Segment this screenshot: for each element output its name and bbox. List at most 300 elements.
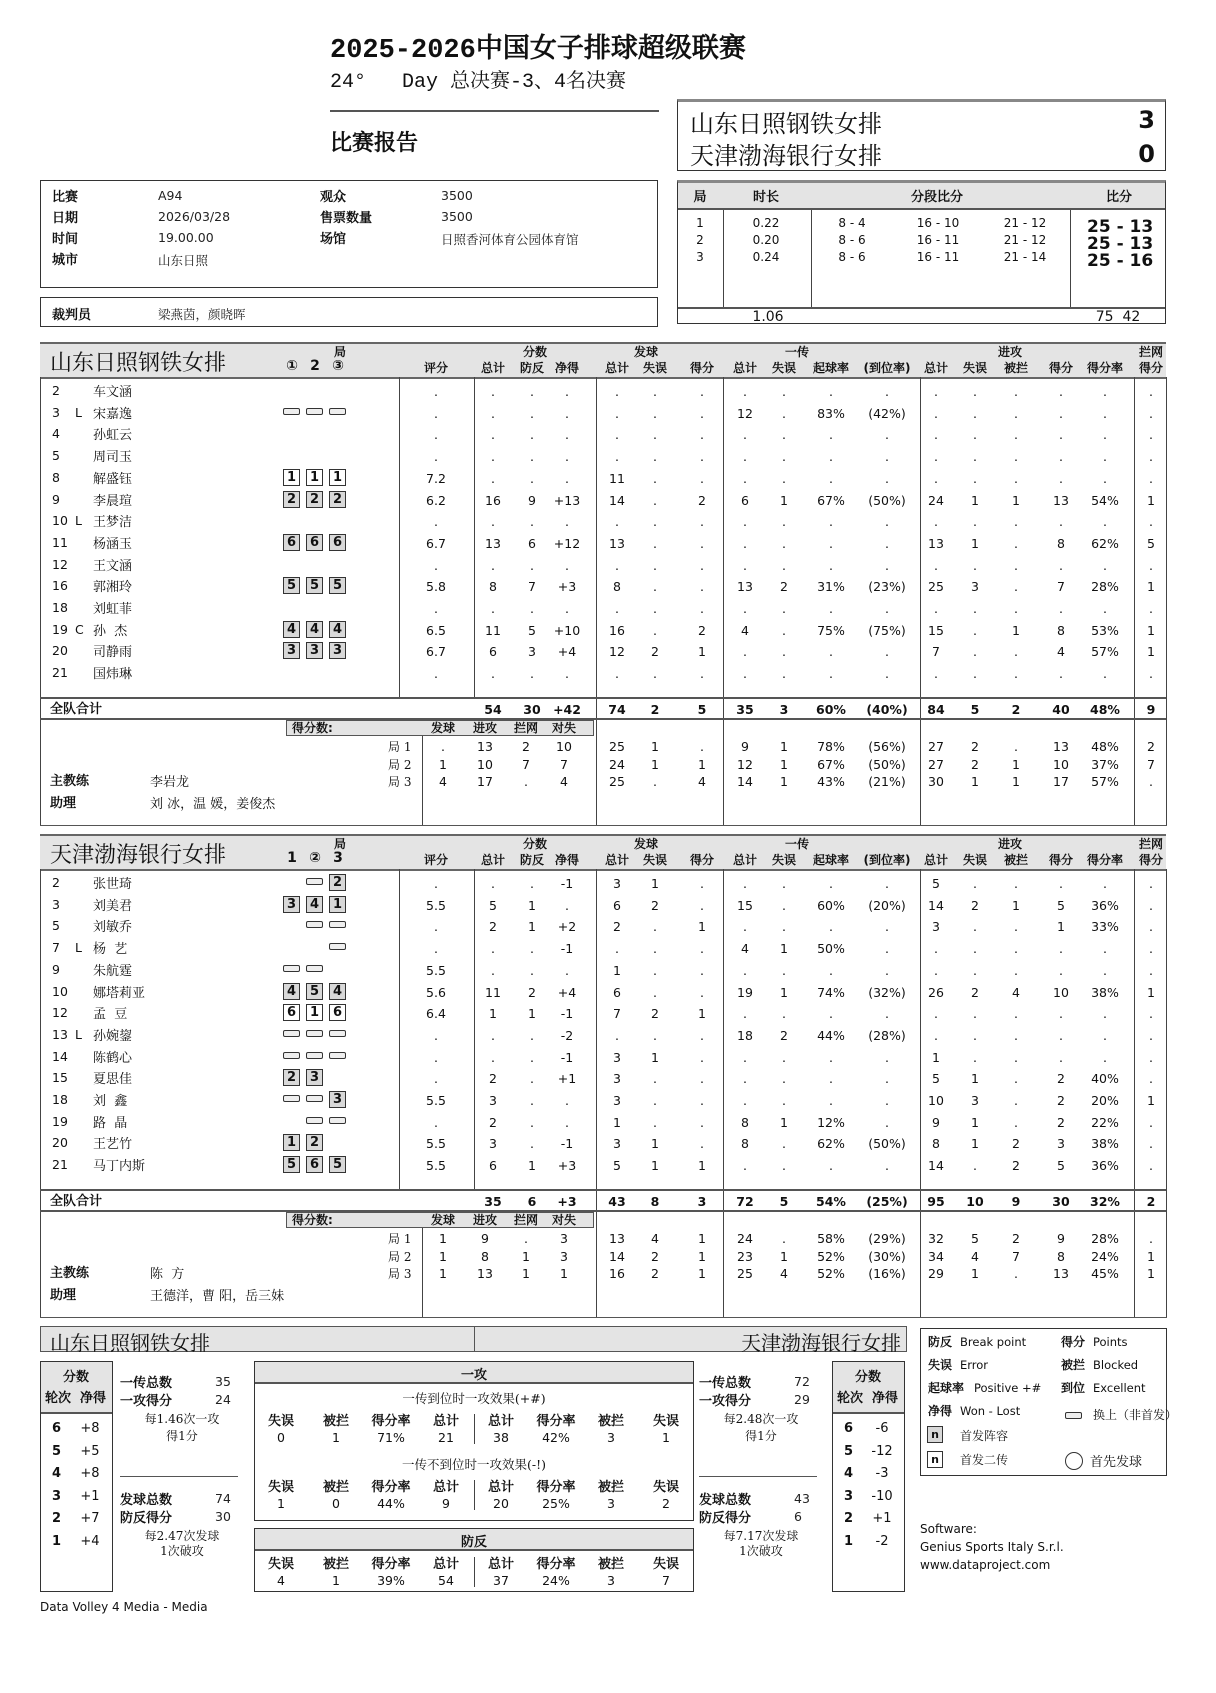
- stat-cell: .: [1059, 601, 1063, 616]
- stat-cell: 53%: [1091, 622, 1119, 638]
- stat-cell: (20%): [868, 897, 906, 913]
- stat-cell: .: [885, 941, 889, 957]
- set-stat-cell: 1: [1012, 774, 1020, 789]
- stat-cell: (75%): [868, 622, 906, 638]
- stat-cell: 15: [928, 622, 944, 638]
- stat-cell: .: [434, 601, 438, 616]
- summary-value: 71%: [377, 1430, 405, 1445]
- player-row: [0, 872, 1216, 893]
- set-stat-cell: 1: [651, 739, 659, 754]
- stat-cell: 19: [737, 984, 753, 1000]
- stat-cell: 13: [609, 535, 625, 551]
- stat-cell: 2: [1057, 1093, 1065, 1108]
- total-duration: 1.06: [752, 309, 784, 325]
- stat-cell: .: [530, 427, 534, 443]
- set-stat-cell: 29: [928, 1266, 944, 1281]
- stat-cell: .: [1059, 1049, 1063, 1065]
- stat-cell: .: [653, 427, 657, 443]
- stat-cell: .: [530, 962, 534, 978]
- substitute-icon: [306, 1052, 323, 1059]
- stat-cell: 11: [485, 622, 501, 638]
- stat-cell: .: [829, 1158, 833, 1174]
- stat-cell: .: [700, 579, 704, 595]
- set-final-score: 25 - 16: [1087, 251, 1154, 271]
- set-stat-cell: 1: [780, 739, 788, 754]
- stat-column-header: 被拦: [1003, 361, 1028, 375]
- stat-column-header: 失误: [771, 853, 796, 867]
- legend-value: Blocked: [1093, 1358, 1139, 1372]
- summary-column-header: 被拦: [597, 1414, 624, 1429]
- info-value: 3500: [441, 209, 473, 224]
- stat-cell: 9: [528, 492, 536, 508]
- stat-cell: .: [1149, 470, 1153, 486]
- stat-cell: .: [885, 1158, 889, 1174]
- summary-column-header: 被拦: [597, 1480, 624, 1495]
- stat-group-header: 发球: [633, 837, 658, 851]
- summary-column-header: 失误: [267, 1480, 294, 1495]
- starter-position-box: 5: [283, 577, 300, 594]
- stat-note: 1次破攻: [160, 1544, 204, 1558]
- rotation-header: 分数: [854, 1370, 881, 1385]
- summary-value: 3: [607, 1430, 615, 1445]
- set-stat-cell: 1: [698, 1266, 706, 1281]
- stat-cell: .: [1103, 601, 1107, 616]
- table-bottom-border: [40, 825, 1167, 826]
- stat-group-header: 一传: [784, 345, 809, 359]
- stat-cell: .: [491, 384, 495, 399]
- rotation-col: 净得: [80, 1391, 107, 1406]
- software-label: Software:: [920, 1522, 977, 1536]
- player-number: 13: [52, 1026, 68, 1042]
- stat-cell: 5.8: [426, 579, 446, 595]
- stat-cell: .: [934, 470, 938, 486]
- stat-cell: .: [973, 601, 977, 616]
- stat-cell: 12: [737, 405, 753, 421]
- stat-cell: .: [743, 919, 747, 935]
- substitute-icon: [329, 1052, 346, 1059]
- set-dur: 0.20: [752, 233, 780, 247]
- set-stat-cell: 78%: [817, 739, 845, 754]
- stat-cell: .: [491, 1049, 495, 1065]
- player-row: [0, 423, 1216, 444]
- stat-cell: .: [530, 405, 534, 421]
- set-points-cell: 1: [560, 1266, 568, 1281]
- stat-cell: .: [434, 384, 438, 399]
- set-stat-cell: 24: [737, 1231, 753, 1246]
- stat-cell: 14: [609, 492, 625, 508]
- player-row: [0, 981, 1216, 1002]
- set-stat-cell: 2: [1012, 1231, 1020, 1246]
- away-team-name: 天津渤海银行女排: [690, 142, 882, 170]
- stat-cell: .: [653, 1114, 657, 1130]
- summary-column-header: 得分率: [371, 1557, 411, 1572]
- stat-cell: .: [700, 897, 704, 913]
- stat-label: 一传总数: [699, 1376, 752, 1391]
- player-row: [0, 894, 1216, 915]
- stat-column-header: 总计: [604, 853, 629, 867]
- summary-column-header: 总计: [487, 1557, 514, 1572]
- stat-cell: 2: [780, 1027, 788, 1043]
- software-credit: [920, 1520, 1064, 1574]
- stat-value: 29: [794, 1392, 810, 1407]
- set-points-cell: 1: [439, 1266, 447, 1281]
- player-role: L: [75, 513, 82, 529]
- stat-note: 每2.47次发球: [144, 1529, 220, 1543]
- info-label: 时间: [52, 232, 79, 247]
- starter-position-box: 5: [329, 1156, 346, 1173]
- player-name: 杨涵玉: [93, 536, 133, 552]
- stat-column-header: 得分: [1048, 853, 1073, 867]
- team-total-cell: 84: [927, 702, 945, 717]
- starter-position-box: 6: [306, 534, 323, 551]
- stat-cell: .: [1103, 1027, 1107, 1043]
- stat-cell: 2: [1057, 1114, 1065, 1130]
- summary-value: 0: [277, 1430, 285, 1445]
- player-number: 11: [52, 534, 68, 550]
- stat-cell: .: [653, 919, 657, 935]
- stat-cell: 1: [698, 644, 706, 660]
- player-row: [0, 1132, 1216, 1153]
- table-bottom-border: [40, 1317, 1167, 1318]
- home-sets-won: 3: [1138, 106, 1155, 134]
- summary-column-header: 失误: [267, 1557, 294, 1572]
- player-number: 12: [52, 1005, 68, 1021]
- starter-position-box: 2: [306, 491, 323, 508]
- stat-cell: .: [829, 601, 833, 616]
- team-divider: [474, 1557, 475, 1587]
- stat-cell: .: [491, 876, 495, 891]
- away-sets-won: 0: [1138, 140, 1155, 168]
- set-stat-cell: 1: [971, 1266, 979, 1281]
- report-title: 比赛报告: [330, 131, 419, 156]
- stat-cell: 3: [489, 1093, 497, 1108]
- team-total-cell: 48%: [1090, 702, 1120, 717]
- info-label: 城市: [52, 253, 79, 268]
- stat-cell: .: [491, 427, 495, 443]
- stat-value: 6: [794, 1509, 802, 1524]
- player-name: 夏思佳: [93, 1072, 133, 1088]
- stat-value: 72: [794, 1374, 810, 1389]
- summary-value: 0: [332, 1496, 340, 1511]
- stat-cell: .: [885, 1006, 889, 1022]
- team-divider: [474, 1414, 475, 1444]
- player-number: 12: [52, 556, 68, 572]
- stat-column-header: 得分: [1138, 853, 1163, 867]
- stat-cell: 5: [1147, 535, 1155, 551]
- set-stat-cell: 9: [1057, 1231, 1065, 1246]
- stat-cell: .: [782, 962, 786, 978]
- legend-key: 净得: [928, 1404, 953, 1418]
- stat-group-header: 进攻: [997, 345, 1022, 359]
- stat-cell: .: [1059, 514, 1063, 530]
- info-value: A94: [158, 188, 183, 203]
- stat-cell: 3: [613, 1136, 621, 1152]
- rotation-net: +7: [80, 1511, 100, 1526]
- stat-cell: 6: [489, 1158, 497, 1174]
- team-divider: [474, 1480, 475, 1510]
- points-column-header: 进攻: [472, 721, 497, 735]
- stat-cell: .: [1059, 962, 1063, 978]
- stat-value: 24: [215, 1392, 231, 1407]
- stat-column-header: 失误: [962, 853, 987, 867]
- set-p1: 8 - 6: [838, 233, 866, 247]
- summary-value: 25%: [542, 1496, 570, 1511]
- competition-title: 2025-2026中国女子排球超级联赛: [330, 36, 746, 66]
- stat-cell: .: [1059, 941, 1063, 957]
- stat-value: 74: [215, 1491, 231, 1506]
- rotation-number: 2: [844, 1511, 854, 1526]
- stat-cell: 14: [928, 897, 944, 913]
- set-p2: 16 - 10: [916, 216, 960, 230]
- rotation-col: 轮次: [45, 1391, 72, 1406]
- points-label: 得分数:: [292, 1213, 333, 1227]
- stat-cell: .: [1103, 962, 1107, 978]
- stat-cell: .: [782, 622, 786, 638]
- stat-cell: .: [530, 1114, 534, 1130]
- stat-cell: 5.5: [426, 897, 446, 913]
- substitute-icon: [283, 1030, 300, 1037]
- stat-cell: .: [1014, 941, 1018, 957]
- player-number: 3: [52, 404, 60, 420]
- substitute-icon: [329, 921, 346, 928]
- stat-cell: 1: [1147, 492, 1155, 508]
- stat-cell: .: [973, 1158, 977, 1174]
- stat-cell: .: [653, 941, 657, 957]
- substitute-icon: [283, 1052, 300, 1059]
- stat-cell: 1: [971, 492, 979, 508]
- stat-column-header: 得分: [1138, 361, 1163, 375]
- stat-cell: .: [653, 1071, 657, 1087]
- stat-cell: .: [700, 449, 704, 465]
- stat-cell: 8: [741, 1136, 749, 1152]
- summary-value: 3: [607, 1573, 615, 1588]
- stat-cell: 1: [651, 876, 659, 891]
- stat-cell: .: [743, 1006, 747, 1022]
- stat-cell: 7: [932, 644, 940, 660]
- stat-cell: .: [743, 514, 747, 530]
- stat-cell: .: [700, 984, 704, 1000]
- substitute-icon: [306, 408, 323, 415]
- stat-cell: .: [530, 876, 534, 891]
- player-number: 19: [52, 621, 68, 637]
- stat-cell: .: [743, 449, 747, 465]
- stat-column-header: 失误: [642, 853, 667, 867]
- legend-key: 被拦: [1061, 1358, 1086, 1372]
- rotation-net: +8: [80, 1421, 100, 1436]
- info-value: 日照香河体育公园体育馆: [441, 232, 579, 247]
- stat-cell: 6.2: [426, 492, 446, 508]
- stat-cell: .: [1103, 449, 1107, 465]
- software-vendor: Genius Sports Italy S.r.l.: [920, 1540, 1064, 1554]
- stat-cell: .: [782, 449, 786, 465]
- stat-cell: (23%): [868, 579, 906, 595]
- stat-cell: .: [491, 941, 495, 957]
- set-stat-cell: 7: [1147, 756, 1155, 772]
- player-name: 娜塔莉亚: [93, 985, 146, 1001]
- stat-cell: .: [782, 876, 786, 891]
- stat-cell: .: [565, 470, 569, 486]
- stat-cell: .: [653, 470, 657, 486]
- set-label: 局: [333, 837, 346, 851]
- stat-cell: 2: [1012, 1158, 1020, 1174]
- rotation-net: +4: [80, 1533, 100, 1549]
- stat-cell: .: [615, 1027, 619, 1043]
- stat-cell: .: [615, 666, 619, 682]
- stat-cell: 1: [528, 919, 536, 935]
- stat-cell: 74%: [817, 984, 845, 1000]
- rotation-number: 3: [844, 1488, 854, 1504]
- player-row: [0, 1046, 1216, 1067]
- stat-cell: 2: [780, 579, 788, 595]
- player-row: [0, 445, 1216, 466]
- player-name: 刘敏乔: [93, 920, 133, 936]
- stat-cell: .: [934, 962, 938, 978]
- setter-position-box: 1: [306, 1004, 323, 1021]
- set-stat-cell: 14: [609, 1248, 625, 1264]
- set-p1: 8 - 6: [838, 250, 866, 264]
- player-number: 8: [52, 469, 60, 485]
- stat-cell: 1: [971, 535, 979, 551]
- stat-cell: .: [700, 1136, 704, 1152]
- stat-cell: .: [743, 384, 747, 399]
- stat-cell: 8: [613, 579, 621, 595]
- team-total-cell: 54: [484, 702, 502, 717]
- stat-cell: 2: [651, 644, 659, 660]
- set-stat-cell: 2: [651, 1266, 659, 1281]
- starter-position-box: 4: [283, 983, 300, 1000]
- set-stat-cell: 4: [780, 1266, 788, 1281]
- stat-cell: 40%: [1091, 1071, 1119, 1087]
- stat-cell: (50%): [868, 492, 906, 508]
- stat-cell: .: [1149, 1136, 1153, 1152]
- set-table-header-label: 分段比分: [910, 190, 963, 205]
- stat-cell: .: [1103, 470, 1107, 486]
- summary-column-header: 被拦: [597, 1557, 624, 1572]
- substitute-icon: [329, 943, 346, 950]
- summary-column-header: 失误: [652, 1480, 679, 1495]
- stat-cell: .: [782, 601, 786, 616]
- stat-column-header: 得分: [1048, 361, 1073, 375]
- assistant-names: 王德洋，曹 阳，岳三妹: [150, 1289, 285, 1304]
- player-name: 宋嘉逸: [93, 406, 133, 422]
- stat-cell: 7: [613, 1006, 621, 1022]
- stat-cell: +2: [557, 919, 577, 935]
- stat-cell: .: [885, 601, 889, 616]
- substitute-icon: [306, 1095, 323, 1102]
- player-name: 王文涵: [93, 558, 133, 574]
- starter-position-box: 1: [283, 1134, 300, 1151]
- stat-cell: 50%: [817, 941, 845, 957]
- player-row: [0, 619, 1216, 640]
- stat-column-header: (到位率): [863, 853, 911, 867]
- stat-cell: .: [1149, 384, 1153, 399]
- stat-cell: (42%): [868, 405, 906, 421]
- stat-cell: .: [973, 405, 977, 421]
- player-name: 孟 豆: [93, 1007, 128, 1023]
- set-stat-cell: 9: [741, 739, 749, 754]
- stat-cell: 1: [651, 1136, 659, 1152]
- stat-cell: .: [653, 622, 657, 638]
- stat-cell: .: [1103, 405, 1107, 421]
- team-total-cell: 60%: [816, 702, 846, 717]
- stat-group-header: 一传: [784, 837, 809, 851]
- rotation-net: +5: [80, 1443, 100, 1459]
- player-row: [0, 640, 1216, 661]
- rotation-col: 净得: [872, 1391, 899, 1406]
- summary-column-header: 得分率: [536, 1557, 576, 1572]
- stat-cell: .: [700, 1114, 704, 1130]
- setter-position-box: 1: [283, 469, 300, 486]
- stat-cell: 2: [698, 492, 706, 508]
- summary-column-header: 总计: [487, 1414, 514, 1429]
- stat-cell: .: [885, 1114, 889, 1130]
- summary-value: 1: [332, 1573, 340, 1588]
- stat-cell: 2: [651, 897, 659, 913]
- stat-cell: .: [530, 514, 534, 530]
- stat-cell: 2: [971, 984, 979, 1000]
- stat-cell: 1: [932, 1049, 940, 1065]
- stat-cell: 1: [651, 1049, 659, 1065]
- player-name: 朱航霆: [93, 963, 133, 979]
- stat-group-header: 拦网: [1138, 345, 1163, 359]
- starter-icon: n: [927, 1426, 943, 1443]
- starter-position-box: 4: [283, 621, 300, 638]
- stat-cell: .: [491, 470, 495, 486]
- player-name: 刘美君: [93, 898, 133, 914]
- stat-cell: .: [1103, 666, 1107, 682]
- set-stat-cell: 45%: [1091, 1266, 1119, 1281]
- stat-cell: .: [885, 876, 889, 891]
- stat-cell: .: [885, 1049, 889, 1065]
- stat-cell: .: [491, 449, 495, 465]
- stat-cell: 1: [780, 1114, 788, 1130]
- stat-cell: 1: [1012, 622, 1020, 638]
- set-stat-cell: 12: [737, 756, 753, 772]
- stat-label: 一攻得分: [699, 1394, 752, 1409]
- team-total-cell: 30: [523, 702, 541, 717]
- stat-cell: .: [829, 666, 833, 682]
- set-dur: 0.22: [752, 216, 780, 230]
- stat-cell: .: [782, 535, 786, 551]
- set-stat-cell: 27: [928, 756, 944, 772]
- substitute-icon: [1065, 1412, 1082, 1419]
- stat-cell: .: [565, 897, 569, 913]
- stat-cell: .: [829, 535, 833, 551]
- player-number: 7: [52, 940, 60, 956]
- team-total-cell: +3: [557, 1194, 577, 1209]
- stat-cell: 3: [613, 1093, 621, 1108]
- stat-cell: .: [885, 470, 889, 486]
- stat-cell: .: [973, 622, 977, 638]
- rotation-number: 6: [844, 1421, 854, 1436]
- stat-cell: .: [700, 1071, 704, 1087]
- stat-cell: .: [1103, 427, 1107, 443]
- stat-cell: .: [829, 919, 833, 935]
- setter-position-box: 6: [329, 1004, 346, 1021]
- stat-cell: +1: [557, 1071, 577, 1087]
- summary-value: 7: [662, 1573, 670, 1588]
- player-row: [0, 662, 1216, 683]
- player-row: [0, 597, 1216, 618]
- player-name: 路 晶: [93, 1115, 128, 1131]
- starter-position-box: 3: [306, 1069, 323, 1086]
- stat-cell: 2: [613, 919, 621, 935]
- stat-cell: .: [653, 984, 657, 1000]
- stat-cell: 16: [485, 492, 501, 508]
- stat-cell: .: [653, 601, 657, 616]
- player-row: [0, 402, 1216, 423]
- home-team-name: 山东日照钢铁女排: [690, 110, 882, 138]
